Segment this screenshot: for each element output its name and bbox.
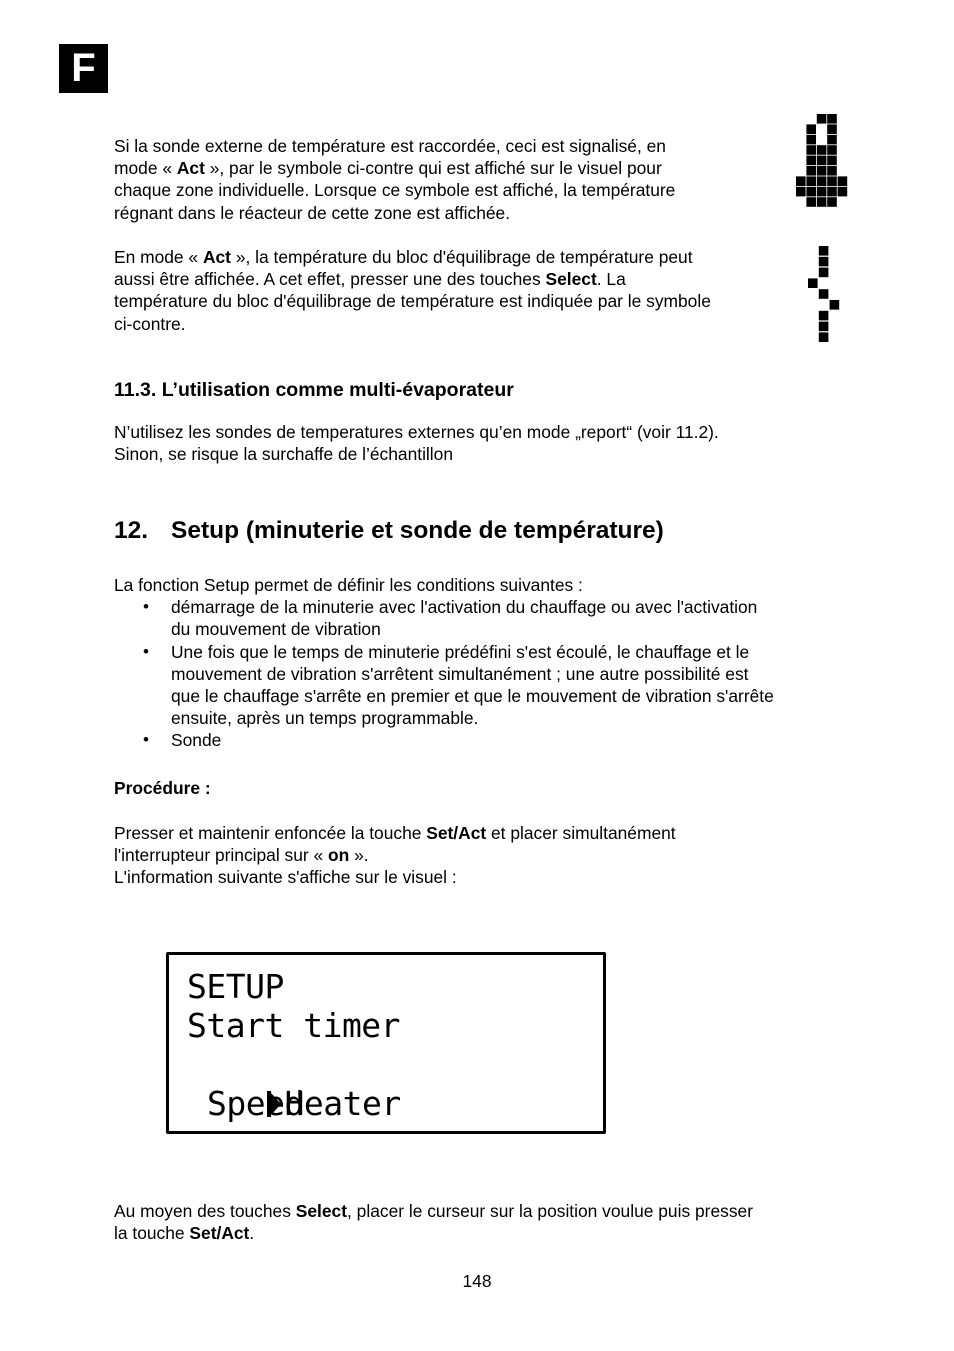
section-12-intro: La fonction Setup permet de définir les conditions suivantes : <box>114 575 583 595</box>
list-item-line: • démarrage de la minuterie avec l'activation du chauffage ou avec l'activation <box>171 597 758 618</box>
section-12-title: Setup (minuterie et sonde de température) <box>171 517 664 544</box>
section-11-3-heading: 11.3. L’utilisation comme multi-évaporateur <box>114 379 514 401</box>
p1-line-1: Si la sonde externe de température est raccordée, ceci est signalisé, en <box>114 136 666 156</box>
p2-line-3: température du bloc d'équilibrage de température est indiquée par le symbole <box>114 291 711 312</box>
p2-line-1: En mode « Act », la température du bloc d'équilibrage de température peut <box>114 247 693 267</box>
lcd-line-start-timer: Start timer <box>187 1006 401 1045</box>
section-11-3-body <box>114 421 834 465</box>
language-badge: F <box>59 44 108 93</box>
procedure-text <box>114 822 834 889</box>
list-item <box>114 729 854 751</box>
p2-line-4: ci-contre. <box>114 313 186 334</box>
thermometer-pixel-icon <box>796 114 850 214</box>
procedure-label: Procédure : <box>114 778 211 798</box>
section-12-heading <box>114 516 664 546</box>
procedure-line-1: Presser et maintenir enfoncée la touche Set/Act et placer simultanément <box>114 823 676 843</box>
section-12-number: 12. <box>114 517 149 544</box>
conditions-list <box>114 596 854 751</box>
select-instruction <box>114 1200 834 1244</box>
section-12-body <box>114 574 854 752</box>
section-11-3-line-2: Sinon, se risque la surchaffe de l’échantillon <box>114 444 454 465</box>
p2-line-2: aussi être affichée. A cet effet, presser une des touches Select. La <box>114 269 626 290</box>
procedure-line-2: l'interrupteur principal sur « on ». <box>114 845 369 866</box>
select-instruction-line-1: Au moyen des touches Select, placer le curseur sur la position voulue puis presser <box>114 1201 753 1221</box>
p1-line-2: mode « Act », par le symbole ci-contre qui est affiché sur le visuel pour <box>114 158 662 179</box>
list-item <box>114 641 854 730</box>
list-item-line: que le chauffage s'arrête en premier et que le mouvement de vibration s'arrête <box>171 686 774 707</box>
lcd-display <box>166 952 606 1134</box>
lcd-line-setup: SETUP <box>187 967 284 1006</box>
intro-paragraph-2 <box>114 246 794 335</box>
list-item-line: mouvement de vibration s'arrêtent simultanément ; une autre possibilité est <box>171 663 749 684</box>
list-item-line: • Sonde <box>171 730 222 751</box>
lcd-heater-label: Heater <box>284 1084 401 1123</box>
list-item-line: • Une fois que le temps de minuterie prédéfini s'est écoulé, le chauffage et le <box>171 641 750 662</box>
section-11-3-line-1: N’utilisez les sondes de temperatures externes qu’en mode „report“ (voir 11.2). <box>114 422 719 442</box>
block-temperature-pixel-icon <box>808 246 846 344</box>
p1-line-3: chaque zone individuelle. Lorsque ce symbole est affiché, la température <box>114 180 676 201</box>
list-item-line: ensuite, après un temps programmable. <box>171 708 479 729</box>
select-instruction-line-2: la touche Set/Act. <box>114 1223 255 1244</box>
page-number: 148 <box>462 1271 492 1291</box>
p1-line-4: régnant dans le réacteur de cette zone est affichée. <box>114 202 511 223</box>
list-item-line: du mouvement de vibration <box>171 619 381 640</box>
list-item <box>114 596 854 640</box>
intro-paragraph-1 <box>114 135 764 224</box>
procedure-line-3: L'information suivante s'affiche sur le visuel : <box>114 867 457 888</box>
lcd-line-speed: Speed <box>207 1084 304 1123</box>
